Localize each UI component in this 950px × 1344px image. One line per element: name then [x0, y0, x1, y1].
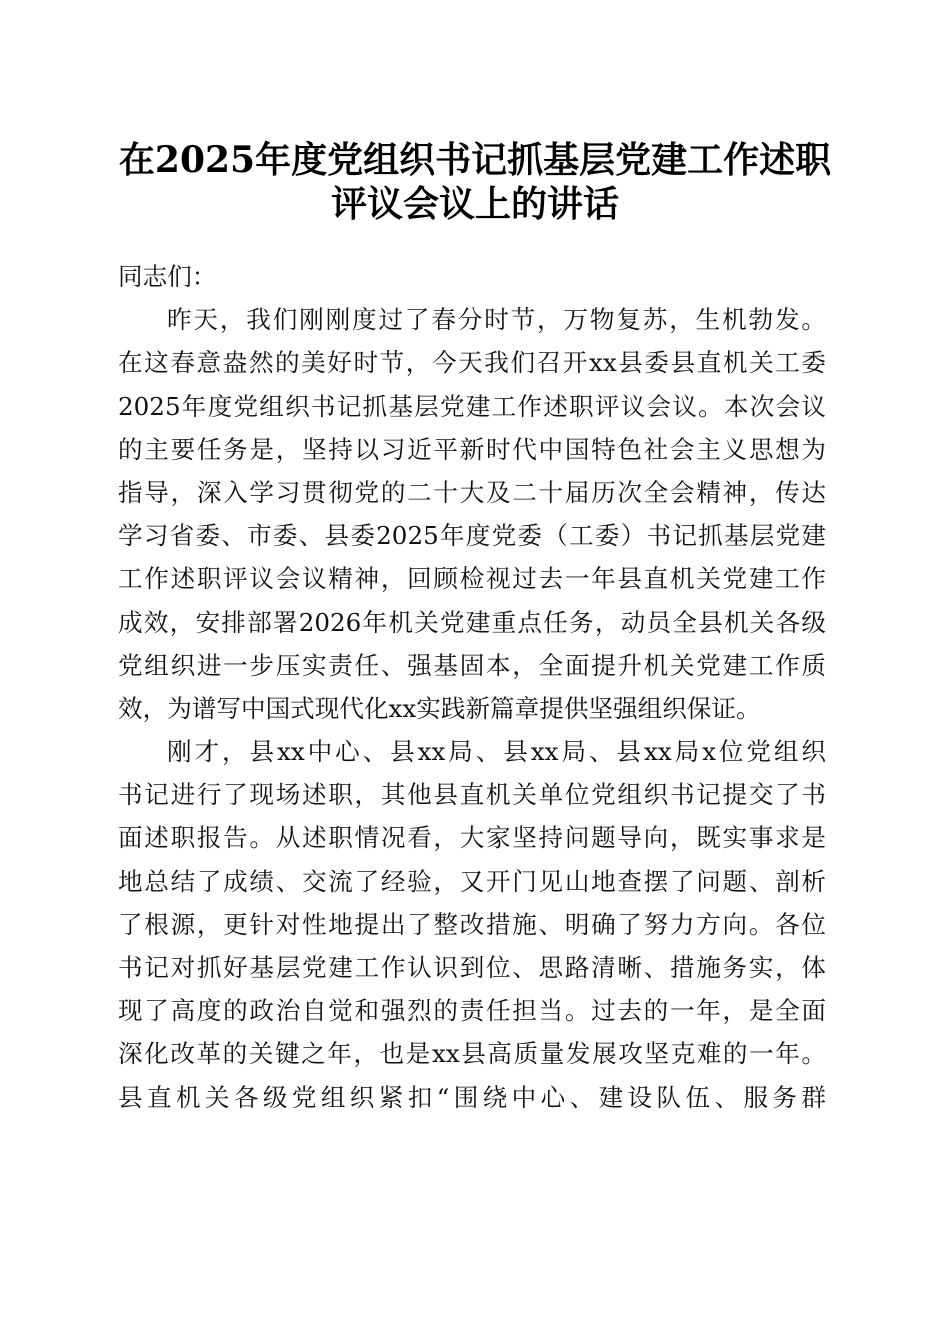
paragraph-line: 昨天，我们刚刚度过了春分时节，万物复苏，生机勃发。	[167, 305, 826, 335]
title-line-2: 评议会议上的讲话	[330, 183, 619, 225]
paragraph-line: 深化改革的关键之年，也是xx县高质量发展攻坚克难的一年。	[118, 1039, 826, 1069]
salutation: 同志们：	[118, 262, 217, 291]
paragraph-line: 县直机关各级党组织紧扣“围绕中心、建设队伍、服务群	[118, 1082, 826, 1112]
paragraph-line: 2025年度党组织书记抓基层党建工作述职评议会议。本次会议	[118, 391, 826, 421]
paragraph-line: 面述职报告。从述职情况看，大家坚持问题导向，既实事求是	[118, 823, 826, 853]
paragraph-line: 地总结了成绩、交流了经验，又开门见山地查摆了问题、剖析	[118, 866, 826, 896]
paragraph-line: 了根源，更针对性地提出了整改措施、明确了努力方向。各位	[118, 909, 826, 939]
title-line-1: 在2025年度党组织书记抓基层党建工作述职	[118, 139, 832, 181]
paragraph-line: 现了高度的政治自觉和强烈的责任担当。过去的一年，是全面	[118, 996, 826, 1026]
paragraph-line: 书记进行了现场述职，其他县直机关单位党组织书记提交了书	[118, 780, 826, 810]
document-body	[118, 255, 826, 1119]
paragraph-line: 书记对抓好基层党建工作认识到位、思路清晰、措施务实，体	[118, 953, 826, 982]
paragraph-line: 工作述职评议会议精神，回顾检视过去一年县直机关党建工作	[118, 564, 826, 594]
document-title	[90, 138, 860, 226]
paragraph-line: 在这春意盎然的美好时节，今天我们召开xx县委县直机关工委	[118, 348, 826, 378]
paragraph-line: 的主要任务是，坚持以习近平新时代中国特色社会主义思想为	[118, 434, 826, 464]
paragraph-line: 成效，安排部署2026年机关党建重点任务，动员全县机关各级	[118, 607, 826, 637]
paragraph-line: 效，为谱写中国式现代化xx实践新篇章提供坚强组织保证。	[118, 693, 761, 723]
paragraph-line: 学习省委、市委、县委2025年度党委（工委）书记抓基层党建	[118, 521, 826, 551]
paragraph-line: 指导，深入学习贯彻党的二十大及二十届历次全会精神，传达	[118, 477, 826, 507]
paragraph-line: 刚才，县xx中心、县xx局、县xx局、县xx局x位党组织	[167, 737, 826, 767]
paragraph-line: 党组织进一步压实责任、强基固本，全面提升机关党建工作质	[118, 650, 826, 680]
